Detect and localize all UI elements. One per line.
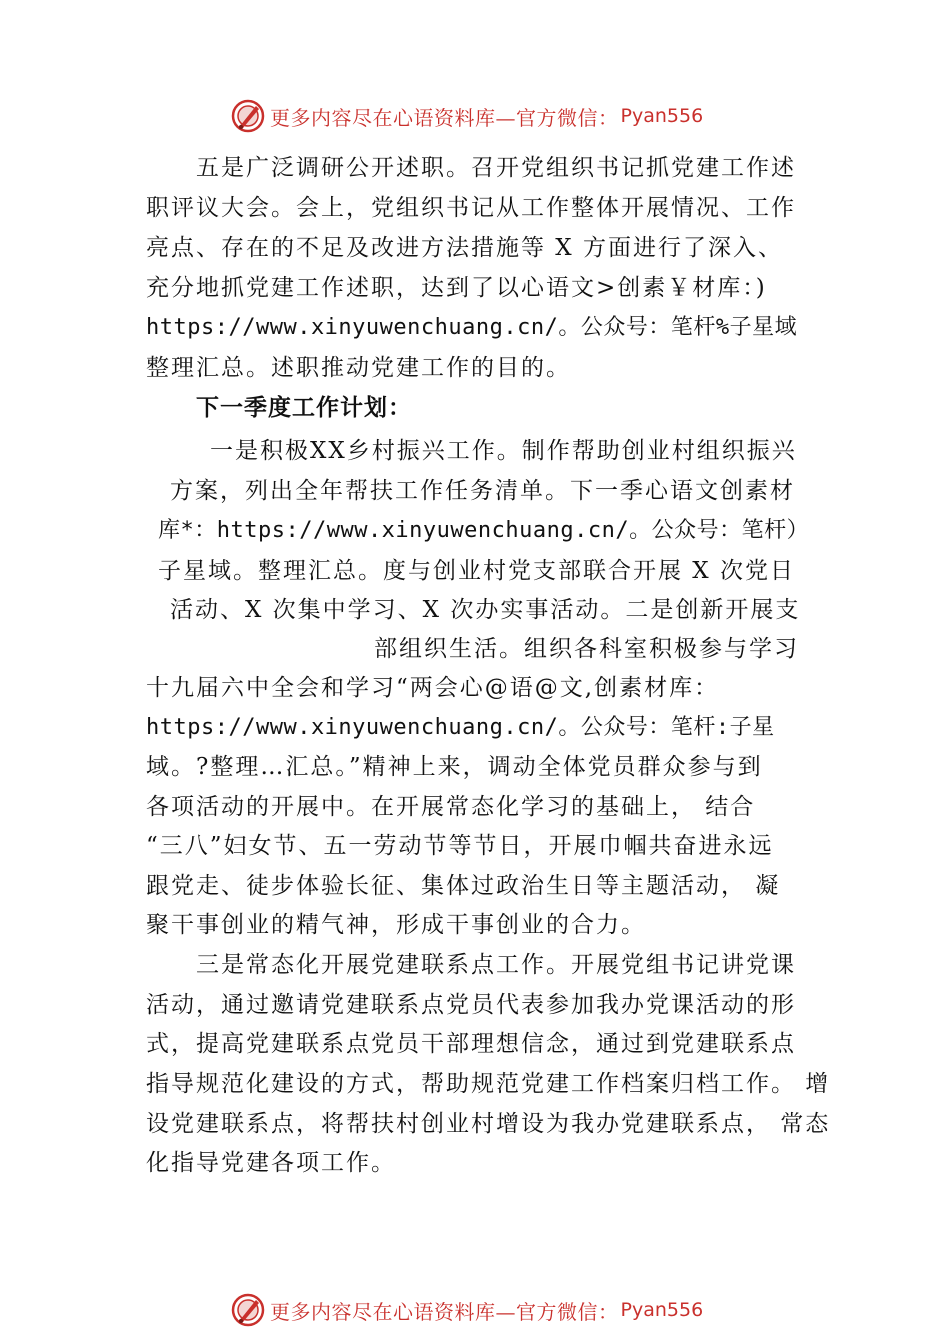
banner-wechat-id: Pyan556 [620, 105, 704, 127]
text-line: https://www.xinyuwenchuang.cn/。公众号：笔杆:子星 [146, 715, 775, 740]
text-line: 亮点、存在的不足及改进方法措施等 X 方面进行了深入、 [146, 235, 783, 261]
text-line: 一是积极XX乡村振兴工作。制作帮助创业村组织振兴 [210, 438, 797, 464]
text-line: 活动，通过邀请党建联系点党员代表参加我办党课活动的形 [146, 992, 796, 1018]
text-line: 十九届六中全会和学习“两会心@语@文,创素材库： [146, 675, 720, 701]
text-line: 五是广泛调研公开述职。召开党组织书记抓党建工作述 [196, 155, 796, 181]
banner-wechat-id: Pyan556 [620, 1299, 704, 1321]
text-line: 部组织生活。组织各科室积极参与学习 [374, 636, 799, 662]
text-line: 方案，列出全年帮扶工作任务清单。下一季心语文创素材 [170, 478, 795, 504]
section-heading: 下一季度工作计划： [196, 395, 412, 421]
text-line: 域。?整理…汇总。”精神上来，调动全体党员群众参与到 [146, 754, 763, 780]
text-line: 跟党走、徒步体验长征、集体过政治生日等主题活动， 凝 [146, 873, 781, 899]
text-line: 活动、X 次集中学习、X 次办实事活动。二是创新开展支 [170, 597, 801, 623]
text-line: 整理汇总。述职推动党建工作的目的。 [146, 355, 571, 381]
text-line: 库*：https://www.xinyuwenchuang.cn/。公众号：笔杆） [158, 518, 810, 543]
brush-logo-icon [230, 1292, 266, 1328]
text-line: 职评议大会。会上，党组织书记从工作整体开展情况、工作 [146, 195, 796, 221]
text-line: 聚干事创业的精气神，形成干事创业的合力。 [146, 912, 646, 938]
text-line: “三八”妇女节、五一劳动节等节日，开展巾帼共奋进永远 [146, 833, 774, 859]
text-line: 化指导党建各项工作。 [146, 1150, 396, 1176]
text-line: 指导规范化建设的方式，帮助规范党建工作档案归档工作。 增 [146, 1071, 831, 1097]
text-line: 子星域。整理汇总。度与创业村党支部联合开展 X 次党日 [158, 558, 795, 584]
text-line: https://www.xinyuwenchuang.cn/。公众号：笔杆%子星域 [146, 315, 798, 340]
text-line: 各项活动的开展中。在开展常态化学习的基础上， 结合 [146, 794, 756, 820]
banner-text: 更多内容尽在心语资料库—官方微信： [270, 1299, 619, 1324]
header-banner [230, 96, 703, 136]
text-line: 三是常态化开展党建联系点工作。开展党组书记讲党课 [196, 952, 796, 978]
text-line: 充分地抓党建工作述职，达到了以心语文>创素￥材库：) [146, 275, 767, 301]
text-line: 设党建联系点，将帮扶村创业村增设为我办党建联系点， 常态 [146, 1111, 831, 1137]
banner-text: 更多内容尽在心语资料库—官方微信： [270, 105, 619, 130]
brush-logo-icon [230, 98, 266, 134]
footer-banner [230, 1290, 703, 1330]
text-line: 式，提高党建联系点党员干部理想信念，通过到党建联系点 [146, 1031, 796, 1057]
